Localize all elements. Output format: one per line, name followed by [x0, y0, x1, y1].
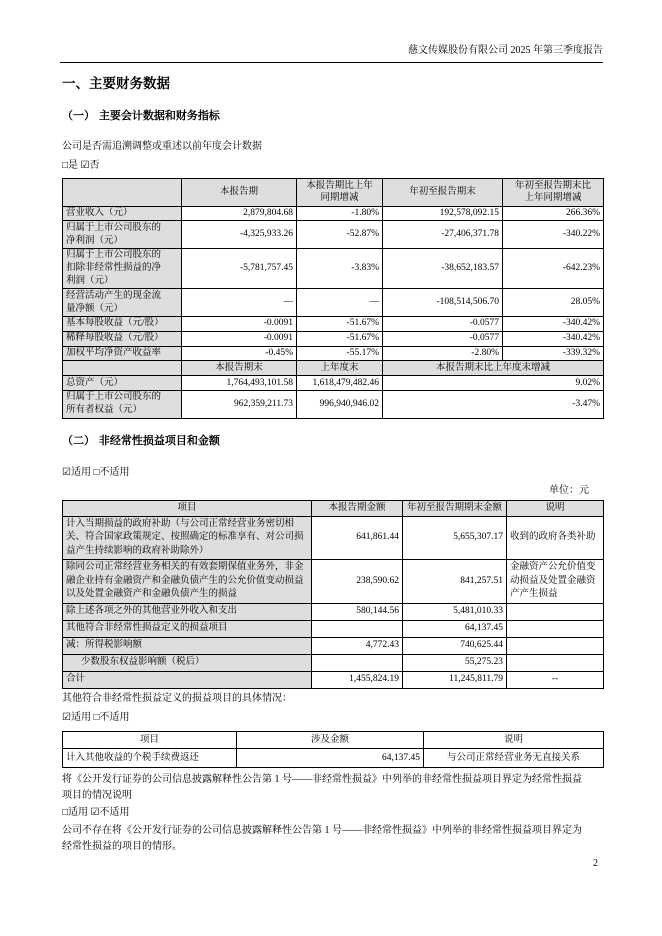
row-label: 其他符合非经常性损益定义的损益项目 — [63, 620, 312, 637]
value-cell: -0.45% — [182, 346, 297, 361]
value-cell: 1,764,493,101.58 — [182, 376, 297, 391]
reclassification-title: 将《公开发行证券的公司信息披露解释性公告第 1 号——非经常性损益》中列举的非经常性损益项目界定为经常性损益项目的情况说明 — [62, 774, 582, 801]
value-cell: 5,655,307.17 — [403, 516, 507, 560]
value-cell: 5,481,010.33 — [403, 603, 507, 620]
row-label: 经营活动产生的现金流量净额（元） — [66, 290, 162, 314]
table-row — [63, 316, 604, 331]
note-cell: -- — [507, 671, 604, 688]
non-recurring-items-table — [62, 500, 604, 689]
table-row — [63, 289, 604, 317]
value-cell: 64,137.45 — [237, 749, 424, 768]
row-label-cell — [63, 346, 182, 361]
table-row — [63, 516, 604, 560]
header-cell-current-amount: 本报告期金额 — [312, 501, 403, 517]
value-cell — [312, 620, 403, 637]
unit-label: 单位：元 — [549, 485, 589, 496]
value-cell: 192,578,092.15 — [383, 206, 503, 221]
value-cell: -0.0577 — [383, 316, 503, 331]
other-items-detail-table — [62, 731, 604, 768]
value-cell: -108,514,506.70 — [383, 289, 503, 317]
header-cell-item: 项目 — [63, 501, 312, 517]
header-cell-prior-year-end: 上年度末 — [297, 361, 383, 376]
note-cell: 收到的政府各类补助 — [507, 516, 604, 560]
value-cell: 1,455,824.19 — [312, 671, 403, 688]
row-label: 营业收入（元） — [66, 208, 133, 219]
note-cell — [507, 603, 604, 620]
value-cell: 64,137.45 — [403, 620, 507, 637]
table-header-row — [63, 501, 604, 517]
section-title-main-financial-data: 一、主要财务数据 — [62, 76, 170, 92]
header-cell-blank — [63, 179, 182, 207]
row-label: 加权平均净资产收益率 — [66, 348, 162, 359]
table-header-row — [63, 732, 604, 749]
value-cell: — — [297, 289, 383, 317]
value-cell: -0.0091 — [182, 331, 297, 346]
table-row — [63, 390, 604, 418]
value-cell: -340.22% — [503, 221, 604, 249]
table-row — [63, 346, 604, 361]
value-cell: 641,861.44 — [312, 516, 403, 560]
row-label-cell — [63, 289, 182, 317]
reclassification-statement: 公司不存在将《公开发行证券的公司信息披露解释性公告第 1 号——非经常性损益》中列举的非经常性损益项目界定为经常性损益的项目的情形。 — [62, 825, 582, 852]
value-cell: -3.83% — [297, 248, 383, 288]
value-cell: -5,781,757.45 — [182, 248, 297, 288]
value-cell: -38,652,183.57 — [383, 248, 503, 288]
header-label: 本报告期比上年同期增减 — [306, 180, 373, 204]
value-cell: -340.42% — [503, 331, 604, 346]
row-label-cell — [63, 221, 182, 249]
note-cell — [507, 620, 604, 637]
page-header: 慈文传媒股份有限公司 2025 年第三季度报告 — [60, 44, 603, 63]
value-cell: -52.87% — [297, 221, 383, 249]
value-cell: -642.23% — [503, 248, 604, 288]
header-cell-period-end: 本报告期末 — [182, 361, 297, 376]
table-header-row-2 — [63, 361, 604, 376]
value-cell: 996,940,946.02 — [297, 390, 383, 418]
applicable-checkboxes: ☑适用 □不适用 — [62, 712, 130, 723]
header-cell-ytd-amount: 年初至报告期期末金额 — [403, 501, 507, 517]
value-cell: 238,590.62 — [312, 560, 403, 604]
value-cell: -339.32% — [503, 346, 604, 361]
header-cell-blank — [63, 361, 182, 376]
table-row — [63, 221, 604, 249]
header-cell-current-period: 本报告期 — [182, 179, 297, 207]
value-cell: 2,879,804.68 — [182, 206, 297, 221]
note-cell — [507, 654, 604, 671]
table-row-total — [63, 671, 604, 688]
value-cell: -340.42% — [503, 316, 604, 331]
value-cell: -3.47% — [383, 390, 604, 418]
row-label: 归属于上市公司股东的所有者权益（元） — [66, 392, 162, 416]
header-label: 年初至报告期末比上年同期增减 — [514, 180, 591, 204]
table-row — [63, 620, 604, 637]
header-cell-note: 说明 — [424, 732, 604, 749]
header-cell-ytd: 年初至报告期末 — [383, 179, 503, 207]
value-cell: -1.80% — [297, 206, 383, 221]
header-cell-current-change — [297, 179, 383, 207]
subsection-title-non-recurring-items: （二） 非经常性损益项目和金额 — [62, 434, 220, 447]
row-label: 计入其他收益的个税手续费返还 — [63, 749, 237, 768]
value-cell: 266.36% — [503, 206, 604, 221]
value-cell: -4,325,933.26 — [182, 221, 297, 249]
value-cell: 841,257.51 — [403, 560, 507, 604]
subsection-title-key-accounting-data: （一） 主要会计数据和财务指标 — [62, 109, 220, 122]
value-cell: -0.0091 — [182, 316, 297, 331]
note-cell: 与公司正常经营业务无直接关系 — [424, 749, 604, 768]
table-header-row — [63, 179, 604, 207]
table-row — [63, 560, 604, 604]
value-cell — [312, 654, 403, 671]
applicable-checkboxes: □适用 ☑不适用 — [62, 807, 130, 818]
header-cell-note: 说明 — [507, 501, 604, 517]
table-row — [63, 376, 604, 391]
row-label: 总资产（元） — [66, 377, 124, 388]
row-label-cell — [63, 376, 182, 391]
header-cell-change-vs-prior-year-end: 本报告期末比上年度末增减 — [383, 361, 604, 376]
table-row — [63, 637, 604, 654]
row-label: 除上述各项之外的其他营业外收入和支出 — [63, 603, 312, 620]
row-label: 合计 — [63, 671, 312, 688]
row-label-cell — [63, 248, 182, 288]
value-cell: 9.02% — [383, 376, 604, 391]
table-row — [63, 248, 604, 288]
note-cell: 金融资产公允价值变动损益及处置金融资产产生损益 — [507, 560, 604, 604]
row-label: 少数股东权益影响额（税后） — [63, 654, 312, 671]
restatement-question: 公司是否需追溯调整或重述以前年度会计数据 — [62, 141, 262, 152]
header-cell-amount: 涉及金额 — [237, 732, 424, 749]
row-label: 减：所得税影响额 — [63, 637, 312, 654]
row-label: 归属于上市公司股东的扣除非经常性损益的净利润（元） — [66, 250, 162, 287]
value-cell: — — [182, 289, 297, 317]
table-row — [63, 331, 604, 346]
row-label: 除同公司正常经营业务相关的有效套期保值业务外，非金融企业持有金融资产和金融负债产生的公允价值变动损益以及处置金融资产和金融负债产生的损益 — [63, 560, 312, 604]
restatement-answer-checkboxes: □是 ☑否 — [62, 160, 100, 171]
row-label-cell — [63, 206, 182, 221]
value-cell: 580,144.56 — [312, 603, 403, 620]
page-number: 2 — [593, 858, 598, 869]
row-label-cell — [63, 316, 182, 331]
table-row — [63, 206, 604, 221]
row-label-cell — [63, 331, 182, 346]
row-label: 归属于上市公司股东的净利润（元） — [66, 222, 162, 246]
key-financial-data-table — [62, 178, 604, 419]
value-cell: -55.17% — [297, 346, 383, 361]
value-cell: -27,406,371.78 — [383, 221, 503, 249]
value-cell: 28.05% — [503, 289, 604, 317]
value-cell: 1,618,479,482.46 — [297, 376, 383, 391]
row-label: 基本每股收益（元/股） — [66, 318, 164, 329]
table-row — [63, 749, 604, 768]
applicable-checkboxes: ☑适用 □不适用 — [62, 467, 130, 478]
value-cell: 11,245,811.79 — [403, 671, 507, 688]
table-row — [63, 603, 604, 620]
value-cell: 4,772.43 — [312, 637, 403, 654]
other-items-detail-title: 其他符合非经常性损益定义的损益项目的具体情况： — [62, 693, 292, 704]
row-label: 稀释每股收益（元/股） — [66, 333, 164, 344]
value-cell: 55,275.23 — [403, 654, 507, 671]
note-cell — [507, 637, 604, 654]
value-cell: -51.67% — [297, 331, 383, 346]
header-cell-item: 项目 — [63, 732, 237, 749]
value-cell: 962,359,211.73 — [182, 390, 297, 418]
header-cell-ytd-change — [503, 179, 604, 207]
table-row — [63, 654, 604, 671]
value-cell: -2.80% — [383, 346, 503, 361]
row-label-cell — [63, 390, 182, 418]
row-label: 计入当期损益的政府补助（与公司正常经营业务密切相关、符合国家政策规定、按照确定的标准享有、对公司损益产生持续影响的政府补助除外） — [63, 516, 312, 560]
value-cell: 740,625.44 — [403, 637, 507, 654]
value-cell: -51.67% — [297, 316, 383, 331]
value-cell: -0.0577 — [383, 331, 503, 346]
